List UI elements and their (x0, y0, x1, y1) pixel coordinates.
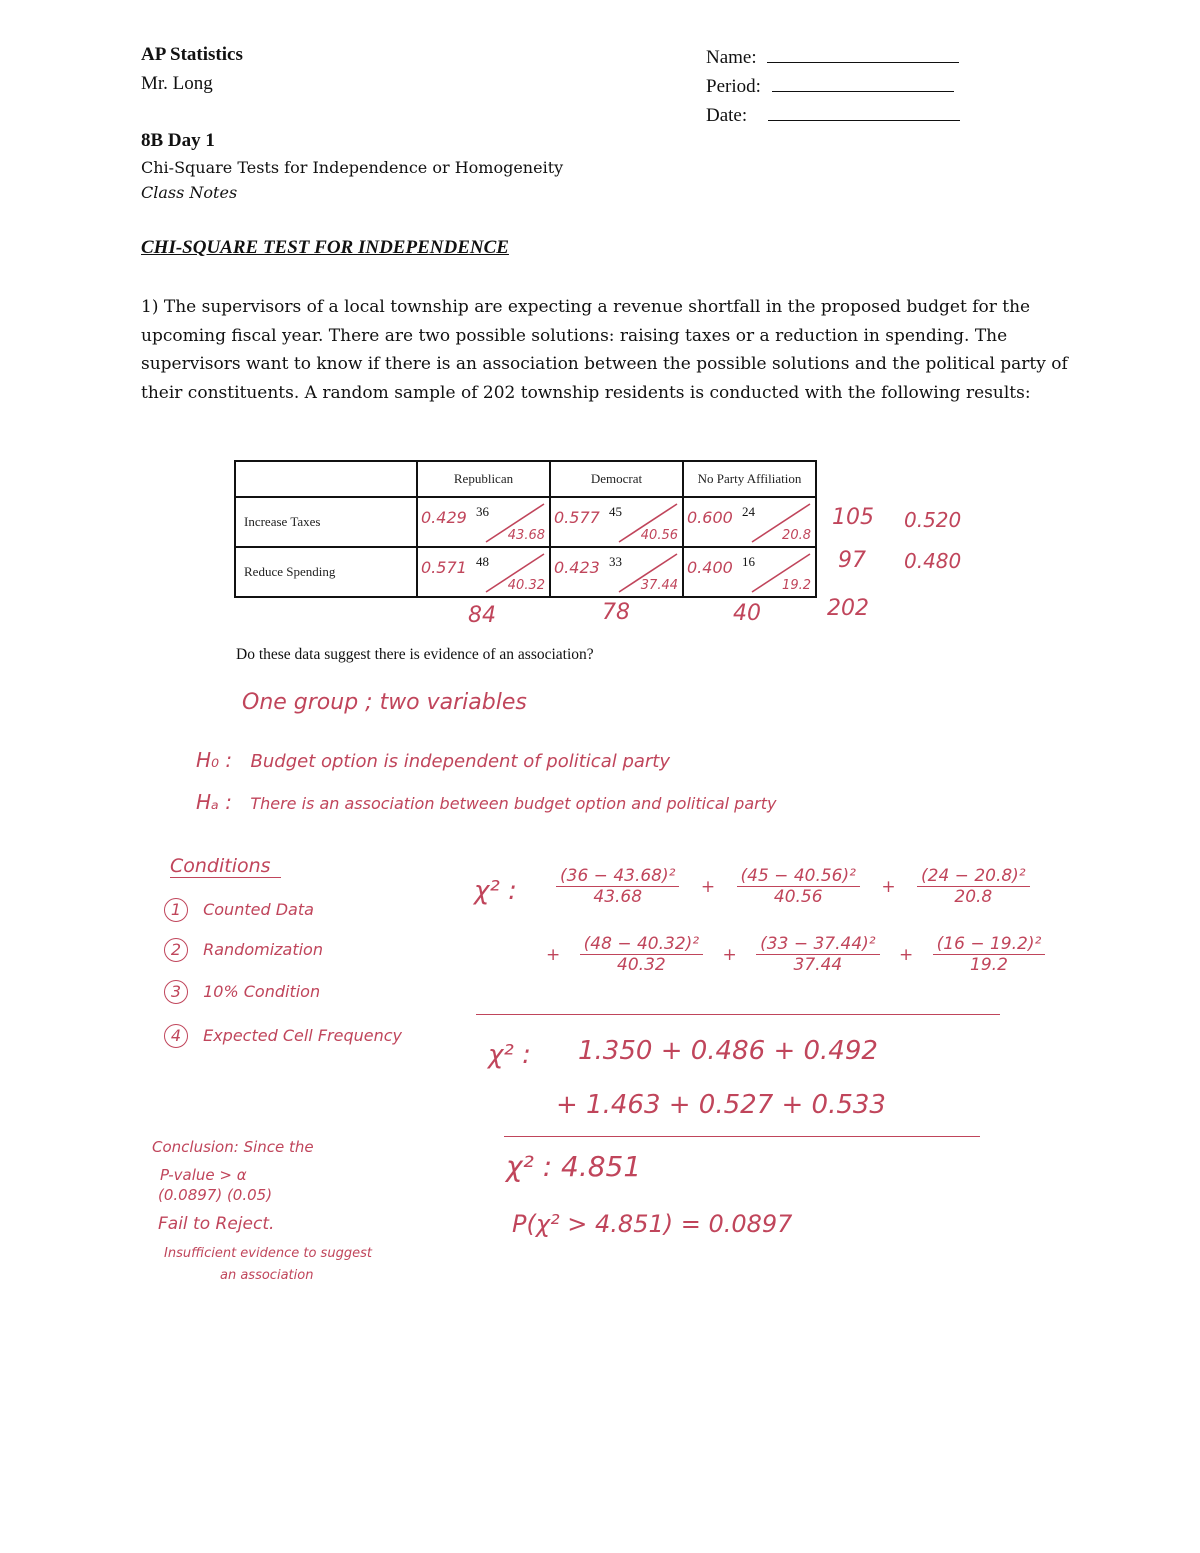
cell-expected: 19.2 (782, 578, 811, 593)
condition-text: Counted Data (203, 900, 314, 919)
data-table (234, 460, 817, 598)
period-label: Period: (706, 76, 761, 97)
table-cell (417, 497, 550, 547)
chi-term (756, 934, 879, 975)
cell-proportion: 0.571 (421, 558, 467, 577)
divider-line (504, 1136, 980, 1137)
notes-label: Class Notes (141, 183, 238, 202)
col-header-democrat: Democrat (550, 461, 683, 497)
conditions-title: Conditions (170, 855, 281, 878)
ha-line (196, 790, 776, 814)
table-cell (683, 497, 816, 547)
term-denominator: 20.8 (954, 887, 993, 907)
term-denominator: 43.68 (593, 887, 643, 907)
term-numerator: (33 − 37.44)² (756, 934, 879, 955)
col-header-republican: Republican (417, 461, 550, 497)
row-prop-increase: 0.520 (904, 508, 962, 532)
condition-text: 10% Condition (203, 982, 321, 1001)
name-blank (767, 44, 959, 63)
date-blank (768, 102, 960, 121)
condition-number: 1 (164, 898, 188, 922)
conclusion-line: Insufficient evidence to suggest (164, 1246, 372, 1261)
cell-expected: 40.56 (640, 528, 678, 543)
divider-line (476, 1014, 1000, 1015)
date-field (706, 102, 960, 127)
conclusion-line: Fail to Reject. (158, 1214, 275, 1234)
term-denominator: 19.2 (970, 955, 1008, 975)
term-numerator: (45 − 40.56)² (737, 866, 860, 887)
chi-term (917, 866, 1030, 907)
cell-proportion: 0.429 (421, 508, 467, 527)
ha-label: Hₐ : (196, 790, 232, 814)
sum-row2: + 1.463 + 0.527 + 0.533 (556, 1090, 886, 1120)
table-cell (683, 547, 816, 597)
conclusion-line: P-value > α (160, 1166, 247, 1184)
condition-text: Randomization (203, 940, 323, 959)
conclusion-line: Conclusion: Since the (152, 1138, 314, 1156)
col-total-no-party: 40 (733, 601, 761, 626)
cell-proportion: 0.577 (554, 508, 600, 527)
chi-term (933, 934, 1046, 975)
chi-term (737, 866, 860, 907)
term-denominator: 37.44 (793, 955, 843, 975)
table-corner (235, 461, 417, 497)
groups-note: One group ; two variables (242, 690, 527, 715)
cell-observed: 16 (742, 554, 755, 569)
table-cell (417, 547, 550, 597)
cell-expected: 43.68 (507, 528, 545, 543)
col-total-democrat: 78 (602, 600, 630, 625)
chi-term-row2: + $\frac{\text{(48 − 40.32)²}}{40.32}$ + $\frac{\text{(33 − 37.44)²}}{37.44}$ + $\frac{\text{(16 − 19.2)²}}{19.2}$ (546, 934, 1045, 975)
cell-proportion: 0.400 (687, 558, 733, 577)
date-label: Date: (706, 105, 748, 126)
sum-row1: 1.350 + 0.486 + 0.492 (578, 1036, 878, 1066)
condition-text: Expected Cell Frequency (203, 1026, 402, 1045)
conclusion-line: an association (220, 1268, 314, 1283)
cell-expected: 37.44 (640, 578, 678, 593)
h0-text: Budget option is independent of political party (250, 751, 671, 772)
condition-number: 4 (164, 1024, 188, 1048)
unit-label: 8B Day 1 (141, 130, 215, 151)
teacher-name: Mr. Long (141, 73, 213, 94)
cell-expected: 40.32 (507, 578, 545, 593)
row-label-reduce-spending: Reduce Spending (235, 547, 417, 597)
h0-label: H₀ : (196, 748, 233, 772)
question-text: Do these data suggest there is evidence of an association? (236, 646, 594, 663)
name-field (706, 44, 959, 69)
term-denominator: 40.56 (773, 887, 823, 907)
cell-observed: 33 (609, 554, 622, 569)
term-numerator: (48 − 40.32)² (580, 934, 703, 955)
chi-term (580, 934, 703, 975)
cell-observed: 48 (476, 554, 489, 569)
cell-observed: 36 (476, 504, 489, 519)
condition-item (164, 938, 323, 962)
cell-expected: 20.8 (782, 528, 811, 543)
chi-term (556, 866, 679, 907)
condition-item (164, 898, 314, 922)
grand-total: 202 (827, 596, 869, 621)
topic-title: Chi-Square Tests for Independence or Homogeneity (141, 158, 564, 177)
term-numerator: (16 − 19.2)² (933, 934, 1046, 955)
term-numerator: (36 − 43.68)² (556, 866, 679, 887)
condition-item (164, 980, 320, 1004)
cell-observed: 45 (609, 504, 622, 519)
condition-number: 2 (164, 938, 188, 962)
table-cell (550, 547, 683, 597)
cell-observed: 24 (742, 504, 755, 519)
condition-item (164, 1024, 402, 1048)
h0-line (196, 748, 670, 772)
row-label-increase-taxes: Increase Taxes (235, 497, 417, 547)
term-numerator: (24 − 20.8)² (917, 866, 1030, 887)
period-field (706, 73, 954, 98)
cell-proportion: 0.600 (687, 508, 733, 527)
chi-label: χ² : (474, 876, 517, 906)
row-total-reduce: 97 (838, 548, 866, 573)
name-label: Name: (706, 47, 757, 68)
condition-number: 3 (164, 980, 188, 1004)
cell-proportion: 0.423 (554, 558, 600, 577)
chi-term-row1: $\frac{\text{(36 − 43.68)²}}{43.68}$ + $\frac{\text{(45 − 40.56)²}}{40.56}$ + $\frac{\text{(24 − 20.8)²}}{20.8}$ (556, 866, 1030, 907)
period-blank (772, 73, 954, 92)
chi-result: χ² : 4.851 (506, 1150, 642, 1183)
col-total-republican: 84 (468, 603, 496, 628)
ha-text: There is an association between budget option and political party (250, 794, 777, 813)
p-value: P(χ² > 4.851) = 0.0897 (512, 1210, 793, 1238)
row-total-increase: 105 (832, 505, 874, 530)
row-prop-reduce: 0.480 (904, 549, 962, 573)
table-cell (550, 497, 683, 547)
section-title: CHI-SQUARE TEST FOR INDEPENDENCE (141, 237, 509, 258)
term-denominator: 40.32 (617, 955, 666, 975)
chi-label-2: χ² : (488, 1040, 531, 1070)
problem-text: 1) The supervisors of a local township are expecting a revenue shortfall in the proposed budget for the upcoming fiscal year. There are two possible solutions: raising taxes or a reduction in spending. The supervisors want to know if there is an association between the possible solutions and the political party of their constituents. A random sample of 202 township residents is conducted with the following results: (141, 297, 1068, 403)
course-title: AP Statistics (141, 44, 243, 65)
col-header-no-party: No Party Affiliation (683, 461, 816, 497)
conclusion-line: (0.0897) (0.05) (158, 1186, 273, 1204)
